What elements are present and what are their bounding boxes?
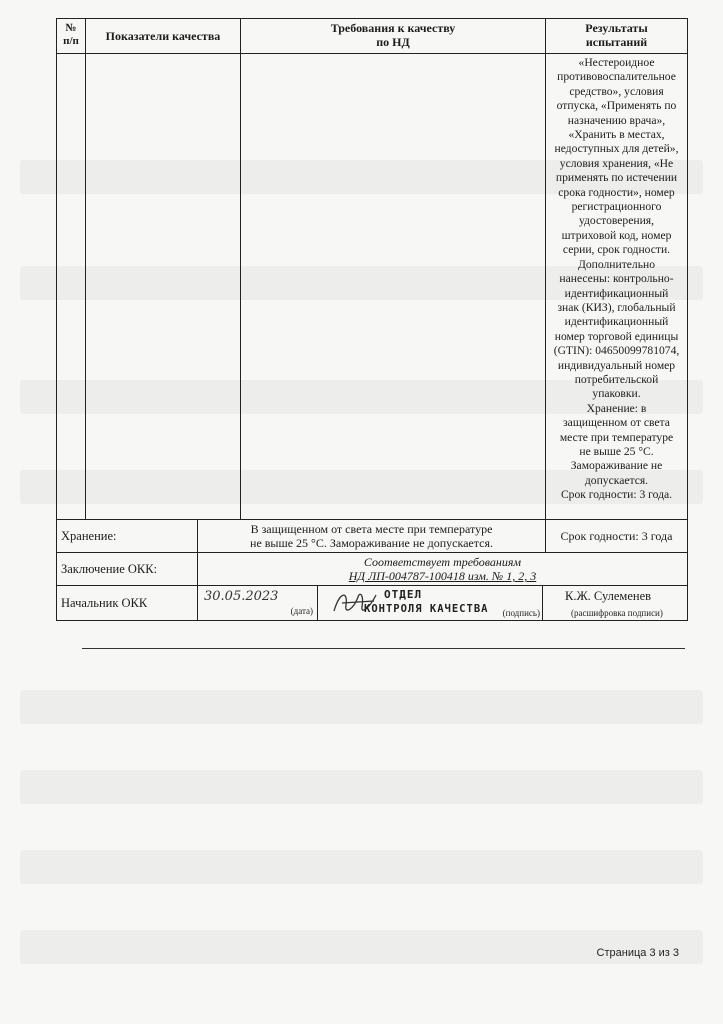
divider-line (82, 648, 685, 649)
name-caption: (расшифровка подписи) (571, 608, 663, 618)
body-indicator-cell (85, 53, 240, 519)
handwritten-date: 30.05.2023 (204, 589, 279, 604)
header-indicator: Показатели качества (85, 19, 240, 53)
head-name: К.Ж. Сулеменев (565, 589, 652, 603)
signature-row (56, 586, 688, 621)
stamp-line1: ОТДЕЛ (384, 588, 423, 601)
storage-result: Срок годности: 3 года (545, 520, 687, 552)
body-requirements-cell (240, 53, 545, 519)
conclusion-text: Соответствует требованиям НД ЛП-004787-100418 изм. № 1, 2, 3 (197, 553, 687, 585)
header-num: № п/п (63, 22, 79, 47)
storage-label: Хранение: (61, 528, 117, 543)
head-label: Начальник ОКК (61, 595, 148, 610)
header-requirements: Требования к качеству по НД (240, 19, 545, 53)
page-number: Страница 3 из 3 (596, 947, 679, 959)
stamp-line2: КОНТРОЛЯ КАЧЕСТВА (364, 603, 489, 615)
body-num-cell (57, 53, 85, 519)
date-caption: (дата) (290, 606, 313, 616)
date-cell (197, 586, 317, 620)
results-text: «Нестероидное противовоспалительное средство», условия отпуска, «Применять по назначению врача», «Хранить в местах, недоступных для детей», условия хранения, «Не применять по истечении срока годности», номер регистрационного удостоверения, штриховой код, номер серии, срок годности. Дополнительно нанесены: контрольно- идентификационный знак (КИЗ), глобальный идентификационный номер торговой единицы (GTIN): 04650099781074, индивидуальный номер потребительской упаковки. Хранение: в защищенном от света месте при температуре не выше 25 °С. Замораживание не допускается. Срок годности: 3 года. (545, 53, 687, 519)
table-body-row (56, 53, 688, 520)
storage-requirement: В защищенном от света месте при температуре не выше 25 °С. Замораживание не допускается. (197, 520, 545, 552)
signature-caption: (подпись) (502, 608, 540, 618)
table-header (56, 18, 688, 54)
signature-cell (317, 586, 542, 620)
conclusion-row (56, 553, 688, 586)
name-cell (542, 586, 687, 620)
storage-row (56, 520, 688, 553)
conclusion-label: Заключение ОКК: (61, 561, 158, 576)
header-results: Результаты испытаний (545, 19, 687, 53)
